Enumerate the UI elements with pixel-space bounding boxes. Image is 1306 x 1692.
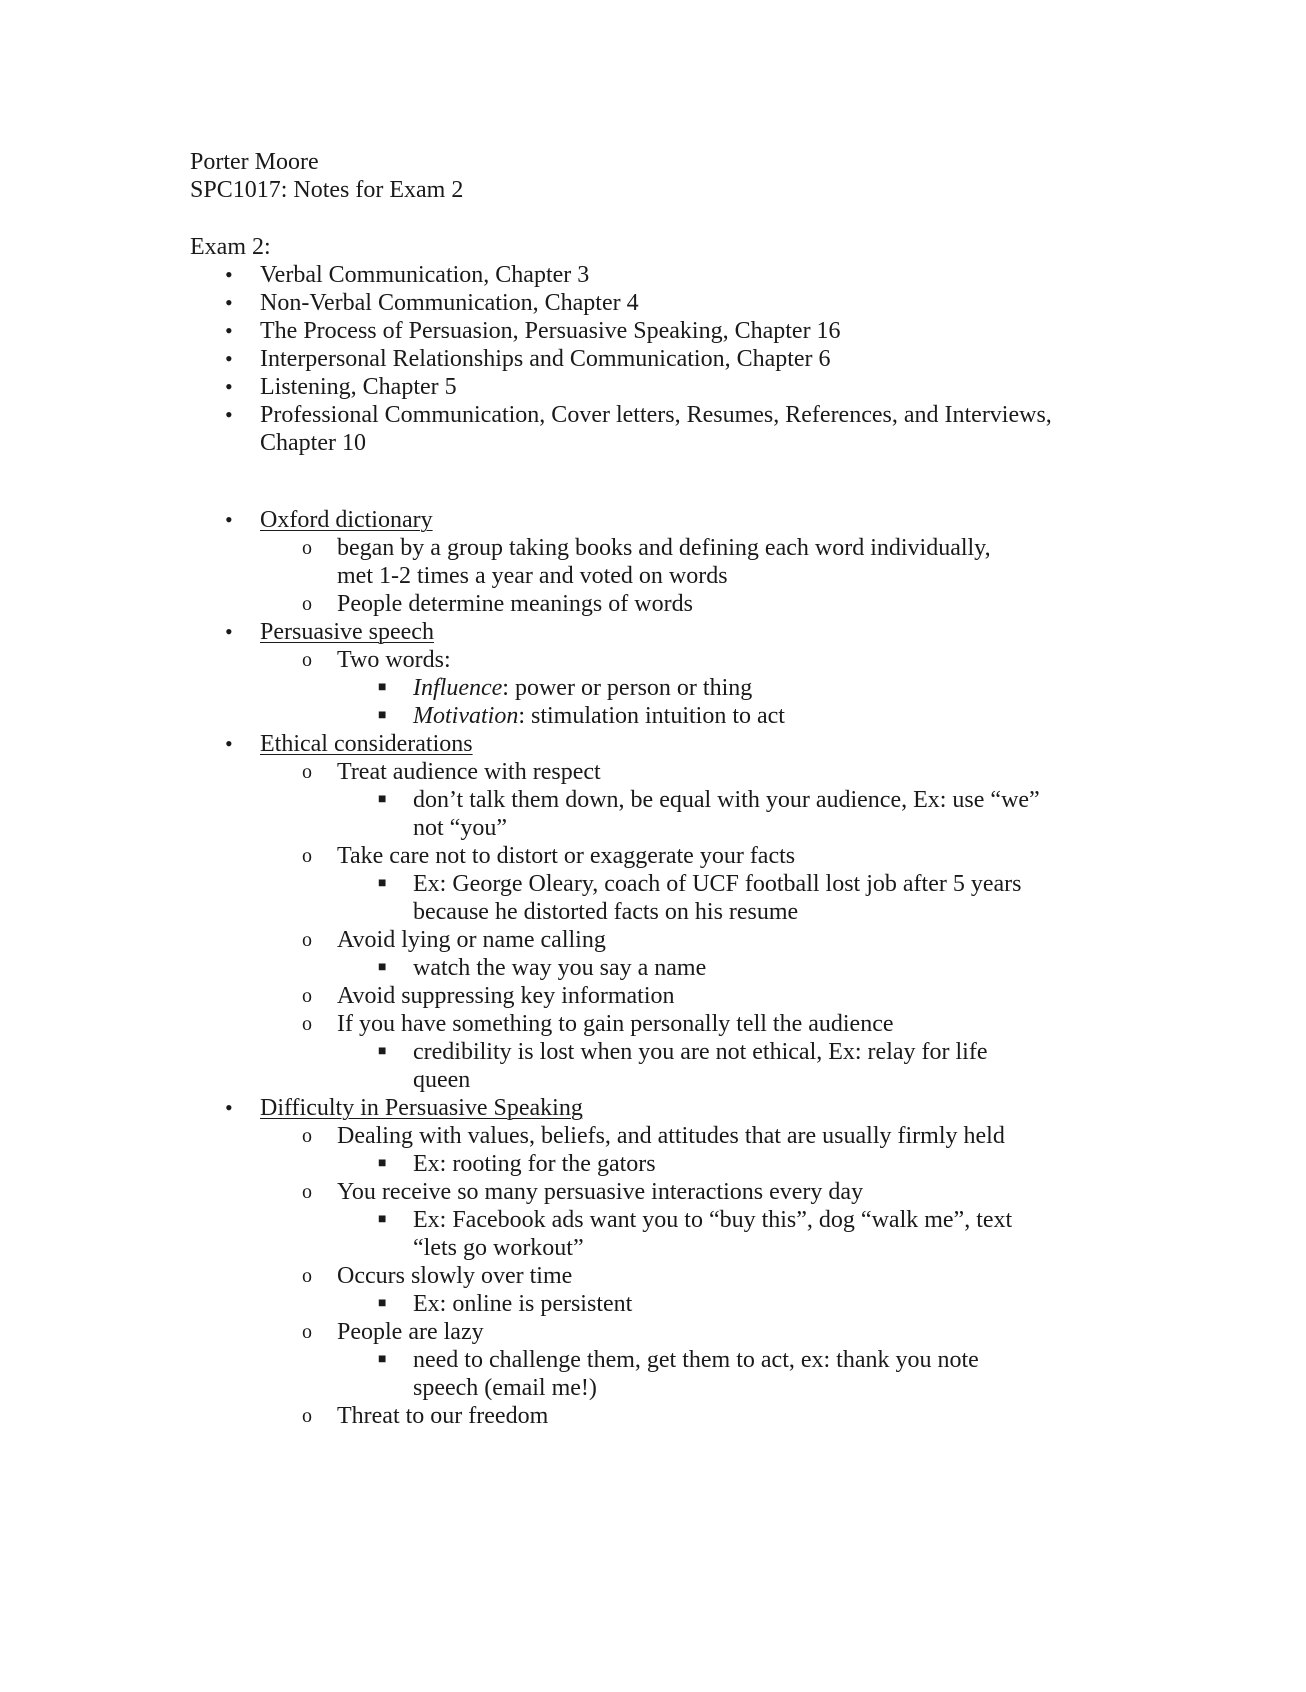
bullet-icon: • <box>225 346 233 371</box>
note-item: Threat to our freedom <box>337 1403 549 1429</box>
bullet-icon: ■ <box>378 876 387 891</box>
bullet-icon: ■ <box>378 1352 387 1367</box>
bullet-icon: • <box>225 1095 233 1120</box>
bullet-icon: • <box>225 318 233 343</box>
topic-item: Non-Verbal Communication, Chapter 4 <box>260 290 639 316</box>
bullet-icon: • <box>225 290 233 315</box>
note-subitem-continued: “lets go workout” <box>413 1235 584 1261</box>
note-subitem: Ex: online is persistent <box>413 1291 633 1317</box>
bullet-icon: • <box>225 731 233 756</box>
bullet-icon: o <box>302 929 312 951</box>
note-item: Avoid suppressing key information <box>337 983 675 1009</box>
section-heading-oxford: Oxford dictionary <box>260 507 433 533</box>
topic-item: The Process of Persuasion, Persuasive Speaking, Chapter 16 <box>260 318 841 344</box>
bullet-icon: o <box>302 761 312 783</box>
note-subitem: don’t talk them down, be equal with your audience, Ex: use “we” <box>413 787 1040 813</box>
note-item-continued: met 1-2 times a year and voted on words <box>337 563 728 589</box>
bullet-icon: o <box>302 1013 312 1035</box>
note-item: If you have something to gain personally tell the audience <box>337 1011 894 1037</box>
note-subitem: watch the way you say a name <box>413 955 707 981</box>
bullet-icon: o <box>302 1181 312 1203</box>
note-item: Dealing with values, beliefs, and attitudes that are usually firmly held <box>337 1123 1005 1149</box>
topic-item: Professional Communication, Cover letters, Resumes, References, and Interviews, <box>260 402 1052 428</box>
note-item: began by a group taking books and defining each word individually, <box>337 535 991 561</box>
bullet-icon: o <box>302 845 312 867</box>
bullet-icon: • <box>225 374 233 399</box>
note-item: Treat audience with respect <box>337 759 601 785</box>
note-subitem: Ex: Facebook ads want you to “buy this”, dog “walk me”, text <box>413 1207 1013 1233</box>
note-subitem <box>413 673 752 703</box>
bullet-icon: ■ <box>378 680 387 695</box>
note-item: Two words: <box>337 647 451 673</box>
note-subitem-continued: because he distorted facts on his resume <box>413 899 799 925</box>
note-subitem-continued: speech (email me!) <box>413 1375 597 1401</box>
exam-heading: Exam 2: <box>190 234 271 260</box>
term-influence: Influence <box>413 675 503 701</box>
bullet-icon: ■ <box>378 1212 387 1227</box>
bullet-icon: ■ <box>378 708 387 723</box>
note-item: Take care not to distort or exaggerate your facts <box>337 843 796 869</box>
bullet-icon: o <box>302 593 312 615</box>
bullet-icon: o <box>302 1321 312 1343</box>
note-subitem-continued: not “you” <box>413 815 507 841</box>
term-definition: : stimulation intuition to act <box>518 703 785 729</box>
note-item: People determine meanings of words <box>337 591 693 617</box>
bullet-icon: o <box>302 1125 312 1147</box>
topic-item: Listening, Chapter 5 <box>260 374 457 400</box>
bullet-icon: ■ <box>378 1156 387 1171</box>
note-item: You receive so many persuasive interactions every day <box>337 1179 864 1205</box>
topic-item-continued: Chapter 10 <box>260 430 366 456</box>
bullet-icon: o <box>302 1265 312 1287</box>
document-title: SPC1017: Notes for Exam 2 <box>190 177 464 203</box>
section-heading-ethical: Ethical considerations <box>260 731 473 757</box>
note-subitem: Ex: rooting for the gators <box>413 1151 656 1177</box>
bullet-icon: ■ <box>378 792 387 807</box>
bullet-icon: ■ <box>378 1296 387 1311</box>
bullet-icon: o <box>302 649 312 671</box>
term-motivation: Motivation <box>413 703 519 729</box>
note-subitem: need to challenge them, get them to act, ex: thank you note <box>413 1347 979 1373</box>
note-item: Occurs slowly over time <box>337 1263 573 1289</box>
note-subitem-continued: queen <box>413 1067 471 1093</box>
bullet-icon: • <box>225 402 233 427</box>
note-item: Avoid lying or name calling <box>337 927 606 953</box>
note-subitem: credibility is lost when you are not ethical, Ex: relay for life <box>413 1039 988 1065</box>
note-item: People are lazy <box>337 1319 484 1345</box>
bullet-icon: ■ <box>378 960 387 975</box>
section-heading-persuasive: Persuasive speech <box>260 619 434 645</box>
bullet-icon: • <box>225 619 233 644</box>
bullet-icon: o <box>302 537 312 559</box>
bullet-icon: ■ <box>378 1044 387 1059</box>
bullet-icon: o <box>302 985 312 1007</box>
topic-item: Interpersonal Relationships and Communication, Chapter 6 <box>260 346 831 372</box>
term-definition: : power or person or thing <box>502 675 753 701</box>
note-subitem <box>413 701 785 731</box>
note-subitem: Ex: George Oleary, coach of UCF football lost job after 5 years <box>413 871 1022 897</box>
topic-item: Verbal Communication, Chapter 3 <box>260 262 590 288</box>
bullet-icon: • <box>225 507 233 532</box>
bullet-icon: o <box>302 1405 312 1427</box>
bullet-icon: • <box>225 262 233 287</box>
author-name: Porter Moore <box>190 149 319 175</box>
section-heading-difficulty: Difficulty in Persuasive Speaking <box>260 1095 583 1121</box>
